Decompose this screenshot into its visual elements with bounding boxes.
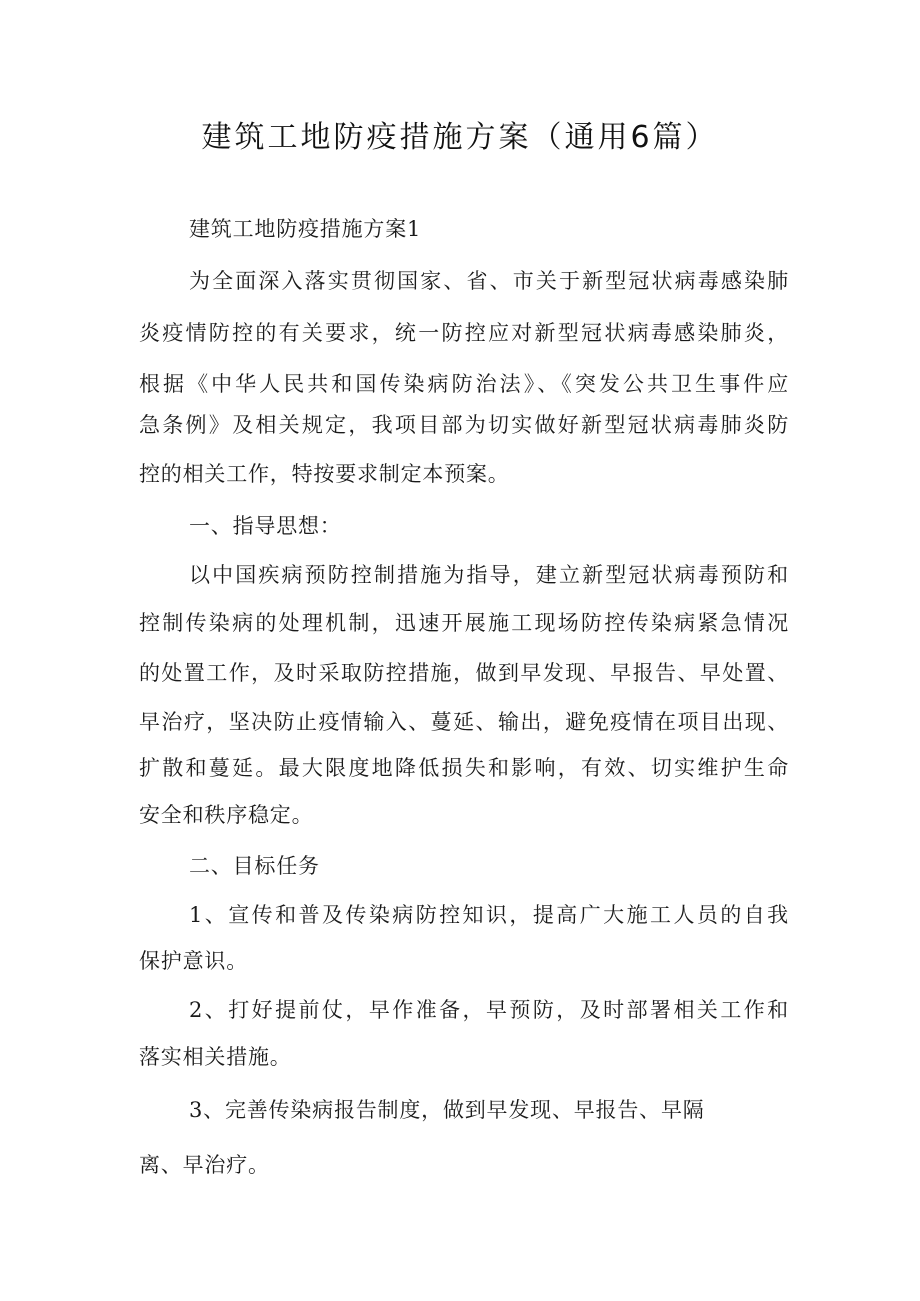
paragraph-line: 炎疫情防控的有关要求，统一防控应对新型冠状病毒感染肺炎， [139, 321, 789, 345]
section-heading-plan-1: 建筑工地防疫措施方案1 [189, 217, 422, 241]
paragraph-line: 控制传染病的处理机制，迅速开展施工现场防控传染病紧急情况 [139, 611, 789, 635]
document-title: 建筑工地防疫措施方案（通用6篇） [201, 120, 719, 155]
paragraph-line: 为全面深入落实贯彻国家、省、市关于新型冠状病毒感染肺 [189, 269, 789, 293]
list-item-line: 3、完善传染病报告制度，做到早发现、早报告、早隔 [189, 1098, 705, 1122]
list-item-line: 2、打好提前仗，早作准备，早预防，及时部署相关工作和 [189, 998, 789, 1022]
paragraph-line: 急条例》及相关规定，我项目部为切实做好新型冠状病毒肺炎防 [139, 413, 789, 437]
paragraph-line: 根据《中华人民共和国传染病防治法》、《突发公共卫生事件应 [139, 372, 789, 396]
list-item-line: 离、早治疗。 [139, 1153, 270, 1177]
paragraph-line: 控的相关工作，特按要求制定本预案。 [139, 462, 510, 486]
list-item-line: 1、宣传和普及传染病防控知识，提高广大施工人员的自我 [189, 903, 789, 927]
paragraph-line: 的处置工作，及时采取防控措施，做到早发现、早报告、早处置、 [139, 661, 789, 685]
paragraph-line: 以中国疾病预防控制措施为指导，建立新型冠状病毒预防和 [189, 563, 789, 587]
list-item-line: 落实相关措施。 [139, 1045, 292, 1069]
section-heading-guiding-thought: 一、指导思想： [189, 514, 342, 538]
list-item-line: 保护意识。 [139, 949, 248, 973]
paragraph-line: 安全和秩序稳定。 [139, 803, 314, 827]
section-heading-goals: 二、目标任务 [189, 854, 320, 878]
paragraph-line: 扩散和蔓延。最大限度地降低损失和影响，有效、切实维护生命 [139, 756, 789, 780]
paragraph-line: 早治疗，坚决防止疫情输入、蔓延、输出，避免疫情在项目出现、 [139, 710, 789, 734]
